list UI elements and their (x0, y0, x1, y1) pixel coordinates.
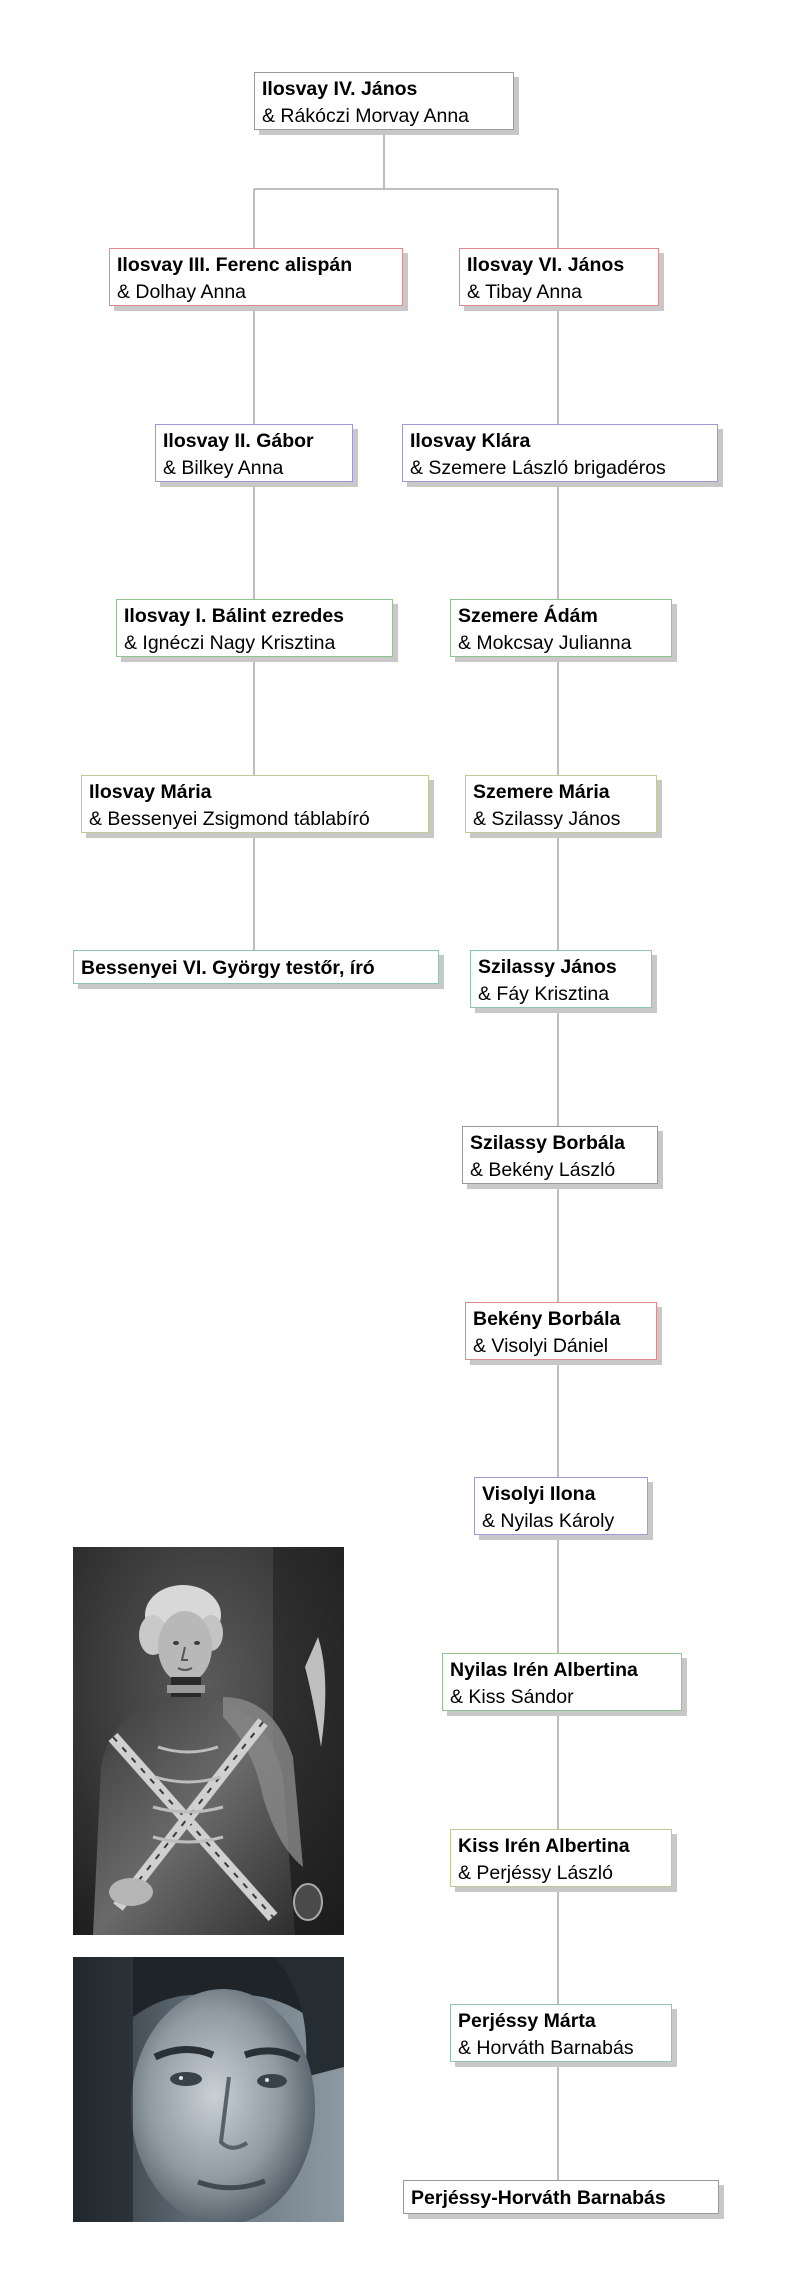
spouse-name: & Szilassy János (473, 808, 621, 830)
spouse-name: & Szemere László brigadéros (410, 457, 666, 479)
person-name: Ilosvay VI. János (467, 254, 625, 276)
node-right-gen3 (450, 599, 672, 657)
person-name: Ilosvay III. Ferenc alispán (117, 254, 353, 276)
person-name: Ilosvay Klára (410, 430, 531, 452)
person-name: Bessenyei VI. György testőr, író (81, 957, 375, 979)
person-name: Szemere Mária (473, 781, 610, 803)
spouse-name: & Bessenyei Zsigmond táblabíró (89, 808, 370, 830)
node-right-gen1 (459, 248, 659, 306)
person-name: Bekény Borbála (473, 1308, 621, 1330)
person-name: Perjéssy Márta (458, 2010, 596, 2032)
person-name: Nyilas Irén Albertina (450, 1659, 638, 1681)
spouse-name: & Kiss Sándor (450, 1686, 574, 1708)
portrait-photo (73, 1957, 344, 2222)
person-name: Ilosvay Mária (89, 781, 212, 803)
node-left-gen1 (109, 248, 403, 306)
person-name: Ilosvay I. Bálint ezredes (124, 605, 345, 627)
spouse-name: & Rákóczi Morvay Anna (262, 105, 470, 127)
spouse-name: & Ignéczi Nagy Krisztina (124, 632, 336, 654)
spouse-name: & Horváth Barnabás (458, 2037, 634, 2059)
node-right-gen8 (474, 1477, 648, 1535)
spouse-name: & Nyilas Károly (482, 1510, 615, 1532)
person-name: Szilassy János (478, 956, 617, 978)
node-right-gen7 (465, 1302, 657, 1360)
person-name: Kiss Irén Albertina (458, 1835, 630, 1857)
node-right-gen4 (465, 775, 657, 833)
person-name: Szemere Ádám (458, 605, 598, 627)
node-left-gen2 (155, 424, 353, 482)
node-right-gen6 (462, 1126, 658, 1184)
person-name: Visolyi Ilona (482, 1483, 596, 1505)
spouse-name: & Perjéssy László (458, 1862, 613, 1884)
person-name: Ilosvay II. Gábor (163, 430, 314, 452)
node-left-gen4 (81, 775, 429, 833)
person-name: Szilassy Borbála (470, 1132, 625, 1154)
node-right-gen9 (442, 1653, 682, 1711)
node-left-gen3 (116, 599, 393, 657)
spouse-name: & Tibay Anna (467, 281, 582, 303)
node-right-gen5 (470, 950, 652, 1008)
node-left-gen5 (73, 950, 439, 984)
node-right-gen2 (402, 424, 718, 482)
spouse-name: & Dolhay Anna (117, 281, 247, 303)
spouse-name: & Fáy Krisztina (478, 983, 610, 1005)
person-name: Ilosvay IV. János (262, 78, 418, 100)
node-right-gen12 (403, 2180, 719, 2214)
portrait-engraving (73, 1547, 344, 1935)
person-name: Perjéssy-Horváth Barnabás (411, 2187, 666, 2209)
spouse-name: & Bekény László (470, 1159, 616, 1181)
spouse-name: & Bilkey Anna (163, 457, 284, 479)
spouse-name: & Mokcsay Julianna (458, 632, 632, 654)
node-root (254, 72, 514, 130)
node-right-gen11 (450, 2004, 672, 2062)
node-right-gen10 (450, 1829, 672, 1887)
spouse-name: & Visolyi Dániel (473, 1335, 609, 1357)
